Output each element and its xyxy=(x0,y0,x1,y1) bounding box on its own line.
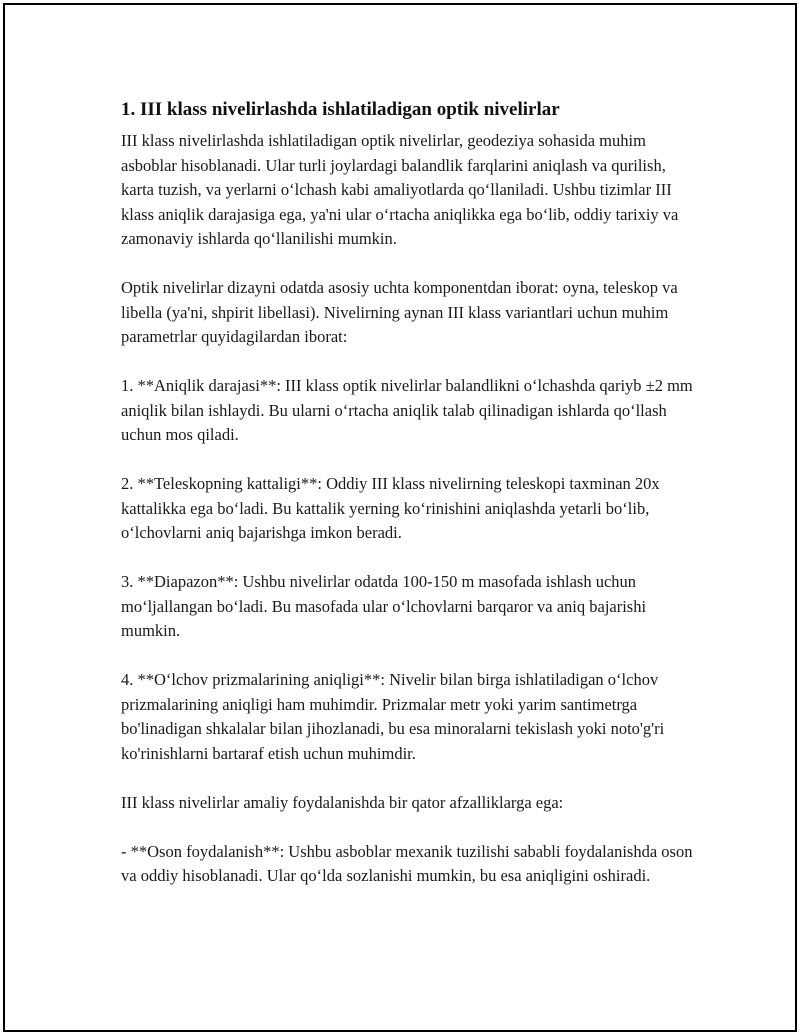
paragraph-intro: III klass nivelirlashda ishlatiladigan optik nivelirlar, geodeziya sohasida muhim asboblar hisoblanadi. Ular turli joylardagi balandlik farqlarini aniqlash va qurilish, karta tuzish, va yerlarni o‘lchash kabi amaliyotlarda qo‘llaniladi. Ushbu tizimlar III klass aniqlik darajasiga ega, ya'ni ular o‘rtacha aniqlikka ega bo‘lib, oddiy tarixiy va zamonaviy ishlarda qo‘llanilishi mumkin. xyxy=(121,131,679,248)
page-frame xyxy=(3,3,797,1032)
list-item-telescope: 2. **Teleskopning kattaligi**: Oddiy III klass nivelirning teleskopi taxminan 20x kattalikka ega bo‘ladi. Bu kattalik yerning ko‘rinishini aniqlashda yetarli bo‘lib, o‘lchovlarni aniq bajarishga imkon beradi. xyxy=(121,474,660,542)
document-body xyxy=(121,97,701,889)
document-title: 1. III klass nivelirlashda ishlatiladigan optik nivelirlar xyxy=(121,99,560,120)
list-item-accuracy: 1. **Aniqlik darajasi**: III klass optik nivelirlar balandlikni o‘lchashda qariyb ±2 mm aniqlik bilan ishlaydi. Bu ularni o‘rtacha aniqlik talab qilinadigan ishlarda qo‘llash uchun mos qiladi. xyxy=(121,376,693,444)
paragraph-components: Optik nivelirlar dizayni odatda asosiy uchta komponentdan iborat: oyna, teleskop va libella (ya'ni, shpirit libellasi). Nivelirning aynan III klass variantlari uchun muhim parametrlar quyidagilardan iborat: xyxy=(121,278,678,346)
paragraph-advantages: III klass nivelirlar amaliy foydalanishda bir qator afzalliklarga ega: xyxy=(121,792,564,812)
list-item-ease-of-use: - **Oson foydalanish**: Ushbu asboblar mexanik tuzilishi sababli foydalanishda oson va oddiy hisoblanadi. Ular qo‘lda sozlanishi mumkin, bu esa aniqligini oshiradi. xyxy=(121,841,693,885)
list-item-range: 3. **Diapazon**: Ushbu nivelirlar odatda 100-150 m masofada ishlash uchun mo‘ljallangan bo‘ladi. Bu masofada ular o‘lchovlarni barqaror va aniq bajarishi mumkin. xyxy=(121,572,647,640)
list-item-prisms: 4. **O‘lchov prizmalarining aniqligi**: Nivelir bilan birga ishlatiladigan o‘lchov prizmalarining aniqligi ham muhimdir. Prizmalar metr yoki yarim santimetrga bo'linadigan shkalalar bilan jihozlanadi, bu esa minoralarni tekislash yoki noto'g'ri ko'rinishlarni bartaraf etish uchun muhimdir. xyxy=(121,670,665,763)
